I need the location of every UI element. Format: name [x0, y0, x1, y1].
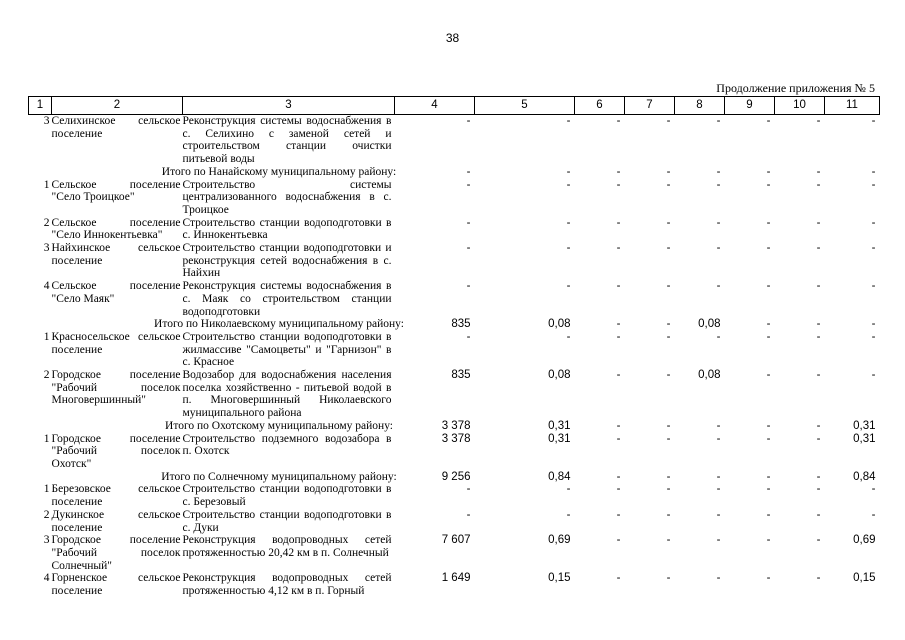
value-cell: -: [666, 242, 671, 255]
district-total-label: Итого по Нанайскому муниципальному району:: [161, 165, 397, 178]
value-cell: -: [666, 432, 671, 445]
value-cell: -: [466, 508, 471, 521]
value-cell: -: [816, 432, 821, 445]
value-cell: -: [766, 280, 771, 293]
settlement-name: Сельское поселение "Село Троицкое": [51, 178, 181, 204]
project-description: Реконструкция водопроводных сетей протяженностью 4,12 км в п. Горный: [182, 572, 392, 598]
value-cell: -: [816, 280, 821, 293]
value-cell: 0,31: [853, 432, 876, 445]
column-header: 5: [475, 97, 575, 115]
value-cell: -: [716, 534, 721, 547]
row-number: 1: [43, 483, 50, 496]
value-cell: -: [816, 216, 821, 229]
value-cell: 0,84: [853, 470, 876, 483]
value-cell: -: [666, 369, 671, 382]
row-number: 1: [43, 432, 50, 445]
project-description: Строительство станции водоподготовки в с. Иннокентьевка: [182, 216, 392, 242]
value-cell: 0,31: [853, 419, 876, 432]
value-cell: -: [766, 508, 771, 521]
value-cell: 835: [451, 318, 471, 331]
value-cell: -: [871, 280, 876, 293]
value-cell: -: [566, 115, 571, 127]
empty-cell: [29, 318, 52, 331]
value-cell: -: [466, 216, 471, 229]
table-row: [29, 369, 880, 420]
column-header: 8: [675, 97, 725, 115]
table-row: [29, 217, 880, 242]
column-header: 9: [725, 97, 775, 115]
column-header: 6: [575, 97, 625, 115]
value-cell: -: [616, 369, 621, 382]
value-cell: -: [466, 242, 471, 255]
value-cell: -: [766, 534, 771, 547]
value-cell: -: [816, 470, 821, 483]
district-total-row: [29, 420, 880, 433]
value-cell: -: [666, 280, 671, 293]
value-cell: -: [766, 178, 771, 191]
value-cell: -: [716, 470, 721, 483]
value-cell: -: [766, 483, 771, 496]
value-cell: -: [871, 330, 876, 343]
value-cell: -: [716, 432, 721, 445]
column-header: 7: [625, 97, 675, 115]
project-description: Водозабор для водоснабжения населения поселка хозяйственно - питьевой водой в п. Многовершинный Николаевского муниципального района: [182, 369, 392, 420]
column-header: 4: [395, 97, 475, 115]
empty-cell: [29, 420, 52, 433]
value-cell: 0,08: [548, 318, 571, 331]
settlement-name: Красносельское сельское поселение: [51, 330, 181, 356]
value-cell: -: [716, 508, 721, 521]
value-cell: 835: [451, 369, 471, 382]
value-cell: 0,08: [548, 369, 571, 382]
value-cell: -: [871, 178, 876, 191]
value-cell: -: [466, 330, 471, 343]
value-cell: -: [566, 165, 571, 178]
value-cell: -: [871, 508, 876, 521]
value-cell: -: [616, 216, 621, 229]
table-row: [29, 433, 880, 471]
table-row: [29, 534, 880, 572]
value-cell: -: [616, 330, 621, 343]
value-cell: -: [716, 280, 721, 293]
value-cell: -: [666, 330, 671, 343]
value-cell: -: [666, 115, 671, 127]
value-cell: -: [871, 318, 876, 331]
value-cell: -: [816, 369, 821, 382]
value-cell: -: [616, 419, 621, 432]
empty-cell: [29, 471, 52, 484]
settlement-name: Сельское поселение "Село Маяк": [51, 280, 181, 305]
value-cell: -: [871, 115, 876, 127]
project-description: Реконструкция системы водоснабжения в с. Маяк со строительством станции водоподготовки: [182, 280, 392, 318]
value-cell: -: [716, 216, 721, 229]
value-cell: 0,84: [548, 470, 571, 483]
value-cell: -: [816, 330, 821, 343]
value-cell: -: [716, 419, 721, 432]
row-number: 3: [43, 242, 50, 255]
column-header: 1: [29, 97, 52, 115]
table-row: [29, 331, 880, 369]
value-cell: -: [566, 330, 571, 343]
table-row: [29, 280, 880, 318]
district-total-label: Итого по Николаевскому муниципальному району:: [154, 318, 404, 331]
row-number: 2: [43, 508, 50, 521]
value-cell: -: [816, 242, 821, 255]
value-cell: -: [871, 216, 876, 229]
value-cell: 0,69: [548, 534, 571, 547]
settlement-name: Березовское сельское поселение: [51, 483, 181, 509]
value-cell: -: [466, 280, 471, 293]
value-cell: -: [816, 572, 821, 585]
page-number: 38: [445, 31, 460, 45]
settlement-name: Горненское сельское поселение: [51, 572, 181, 598]
value-cell: 0,69: [853, 534, 876, 547]
value-cell: -: [466, 165, 471, 178]
district-total-row: [29, 166, 880, 179]
value-cell: -: [566, 508, 571, 521]
value-cell: -: [666, 165, 671, 178]
value-cell: -: [816, 318, 821, 331]
table-row: [29, 572, 880, 597]
settlement-name: Городское поселение "Рабочий поселок Охотск": [51, 432, 181, 470]
value-cell: -: [766, 432, 771, 445]
value-cell: -: [816, 508, 821, 521]
row-number: 4: [43, 280, 50, 293]
value-cell: 0,08: [698, 318, 721, 331]
value-cell: -: [716, 178, 721, 191]
value-cell: -: [616, 178, 621, 191]
row-number: 2: [43, 216, 50, 229]
value-cell: -: [666, 419, 671, 432]
value-cell: -: [716, 165, 721, 178]
value-cell: -: [816, 115, 821, 127]
row-number: 1: [43, 330, 50, 343]
value-cell: -: [766, 572, 771, 585]
value-cell: 3 378: [441, 419, 471, 432]
row-number: 4: [43, 572, 50, 585]
district-total-row: [29, 471, 880, 484]
project-description: Строительство станции водоподготовки в с. Березовый: [182, 483, 392, 509]
value-cell: -: [616, 572, 621, 585]
column-header: 2: [52, 97, 183, 115]
value-cell: 3 378: [441, 432, 471, 445]
settlement-name: Городское поселение "Рабочий поселок Многовершинный": [51, 369, 181, 407]
value-cell: -: [666, 470, 671, 483]
value-cell: -: [666, 508, 671, 521]
value-cell: -: [466, 483, 471, 496]
value-cell: -: [616, 534, 621, 547]
table-row: [29, 509, 880, 534]
table-row: [29, 242, 880, 280]
settlement-name: Дукинское сельское поселение: [51, 508, 181, 534]
value-cell: -: [871, 369, 876, 382]
column-header: 10: [775, 97, 825, 115]
value-cell: -: [716, 330, 721, 343]
value-cell: -: [871, 165, 876, 178]
value-cell: -: [566, 216, 571, 229]
district-total-label: Итого по Охотскому муниципальному району:: [165, 419, 393, 432]
value-cell: -: [816, 165, 821, 178]
empty-cell: [29, 166, 52, 179]
settlement-name: Сельское поселение "Село Иннокентьевка": [51, 216, 181, 242]
value-cell: -: [616, 280, 621, 293]
value-cell: -: [716, 572, 721, 585]
table-header-row: [29, 97, 880, 115]
value-cell: -: [816, 534, 821, 547]
value-cell: -: [666, 534, 671, 547]
value-cell: -: [666, 318, 671, 331]
value-cell: -: [616, 483, 621, 496]
row-number: 2: [43, 369, 50, 382]
value-cell: -: [616, 318, 621, 331]
value-cell: -: [766, 165, 771, 178]
settlement-name: Найхинское сельское поселение: [51, 242, 181, 267]
project-description: Реконструкция водопроводных сетей протяженностью 20,42 км в п. Солнечный: [182, 534, 392, 559]
project-description: Реконструкция системы водоснабжения в с. Селихино с заменой сетей и строительством станции очистки питьевой воды: [182, 115, 392, 166]
table-row: [29, 483, 880, 508]
column-header: 11: [825, 97, 880, 115]
value-cell: -: [816, 483, 821, 496]
continuation-label: Продолжение приложения № 5: [716, 81, 875, 95]
value-cell: -: [766, 216, 771, 229]
settlement-name: Селихинское сельское поселение: [51, 115, 181, 140]
value-cell: -: [766, 470, 771, 483]
value-cell: -: [716, 483, 721, 496]
value-cell: 9 256: [441, 470, 471, 483]
value-cell: -: [466, 115, 471, 127]
value-cell: -: [816, 178, 821, 191]
project-description: Строительство подземного водозабора в п. Охотск: [182, 432, 392, 458]
value-cell: -: [616, 165, 621, 178]
value-cell: -: [616, 242, 621, 255]
value-cell: -: [716, 242, 721, 255]
value-cell: -: [616, 432, 621, 445]
value-cell: 0,15: [548, 572, 571, 585]
value-cell: -: [616, 508, 621, 521]
value-cell: -: [766, 369, 771, 382]
value-cell: -: [766, 318, 771, 331]
value-cell: -: [766, 330, 771, 343]
value-cell: -: [716, 115, 721, 127]
row-number: 1: [43, 178, 50, 191]
row-number: 3: [43, 534, 50, 547]
project-description: Строительство станции водоподготовки в с. Дуки: [182, 508, 392, 534]
value-cell: -: [466, 178, 471, 191]
project-description: Строительство системы централизованного водоснабжения в с. Троицкое: [182, 178, 392, 216]
value-cell: -: [666, 178, 671, 191]
table-row: [29, 115, 880, 166]
value-cell: -: [566, 242, 571, 255]
value-cell: 0,31: [548, 419, 571, 432]
value-cell: -: [566, 483, 571, 496]
value-cell: 1 649: [441, 572, 471, 585]
value-cell: 0,15: [853, 572, 876, 585]
value-cell: 0,08: [698, 369, 721, 382]
value-cell: -: [666, 483, 671, 496]
value-cell: -: [666, 216, 671, 229]
value-cell: -: [566, 178, 571, 191]
value-cell: -: [766, 115, 771, 127]
settlement-name: Городское поселение "Рабочий поселок Солнечный": [51, 534, 181, 572]
row-number: 3: [43, 115, 50, 127]
appendix-table: [28, 96, 880, 598]
column-header: 3: [183, 97, 395, 115]
project-description: Строительство станции водоподготовки в жилмассиве "Самоцветы" и "Гарнизон" в с. Красное: [182, 330, 392, 369]
value-cell: -: [616, 115, 621, 127]
value-cell: -: [816, 419, 821, 432]
value-cell: 0,31: [548, 432, 571, 445]
value-cell: -: [871, 242, 876, 255]
district-total-label: Итого по Солнечному муниципальному району:: [161, 470, 397, 483]
value-cell: -: [566, 280, 571, 293]
table-row: [29, 179, 880, 217]
value-cell: -: [766, 419, 771, 432]
value-cell: -: [616, 470, 621, 483]
district-total-row: [29, 318, 880, 331]
value-cell: -: [766, 242, 771, 255]
value-cell: -: [871, 483, 876, 496]
project-description: Строительство станции водоподготовки и реконструкция сетей водоснабжения в с. Найхин: [182, 242, 392, 280]
value-cell: 7 607: [441, 534, 471, 547]
value-cell: -: [666, 572, 671, 585]
